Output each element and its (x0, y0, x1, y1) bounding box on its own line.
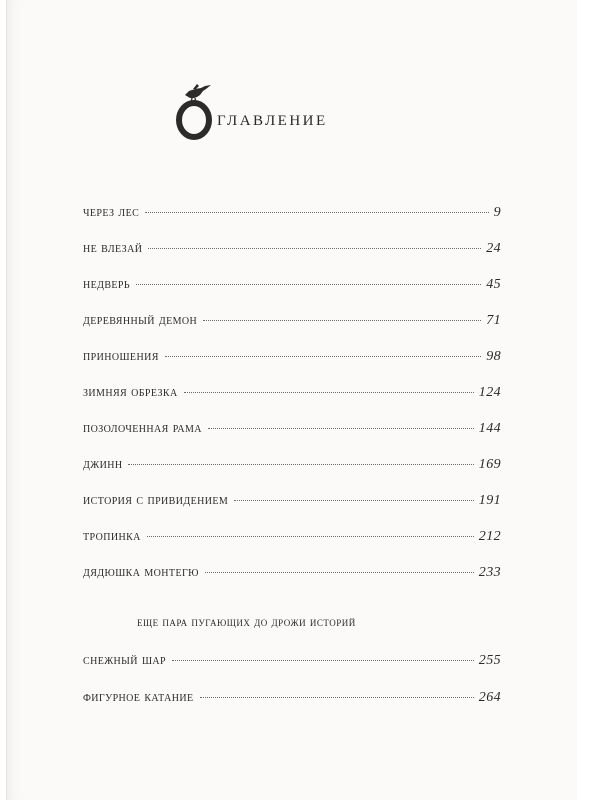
entry-page-number: 191 (478, 493, 501, 508)
dot-leader (136, 284, 481, 285)
toc-entry[interactable] (83, 689, 501, 711)
dot-leader (234, 500, 474, 501)
dot-leader (208, 428, 474, 429)
dot-leader (200, 697, 474, 698)
entry-title: история с привидением (83, 492, 229, 508)
dot-leader (165, 356, 481, 357)
toc-entry[interactable] (83, 204, 501, 226)
toc-entry[interactable] (83, 240, 501, 262)
entry-page-number: 24 (486, 241, 501, 256)
dot-leader (205, 572, 474, 573)
entry-page-number: 144 (478, 421, 501, 436)
toc-entry[interactable] (83, 564, 501, 586)
entry-page-number: 169 (478, 457, 501, 472)
dot-leader (184, 392, 474, 393)
entry-page-number: 233 (478, 565, 501, 580)
dot-leader (147, 536, 474, 537)
entry-title: приношения (83, 348, 159, 364)
entry-page-number: 212 (478, 529, 501, 544)
entry-title: дядюшка монтегю (83, 564, 199, 580)
entry-page-number: 98 (486, 349, 501, 364)
entry-title: тропинка (83, 528, 141, 544)
entry-title: через лес (83, 204, 140, 220)
section-heading: еще пара пугающих до дрожи историй (137, 614, 356, 629)
entry-title: зимняя обрезка (83, 384, 178, 400)
entry-title: недверь (83, 276, 131, 292)
toc-entry[interactable] (83, 456, 501, 478)
raven-drop-cap-icon (175, 82, 223, 140)
page-title (175, 62, 435, 142)
entry-page-number: 264 (478, 690, 501, 705)
toc-entry[interactable] (83, 652, 501, 674)
entry-page-number: 9 (493, 205, 501, 220)
dot-leader (128, 464, 473, 465)
entry-page-number: 45 (486, 277, 501, 292)
dot-leader (172, 660, 474, 661)
dot-leader (145, 212, 488, 213)
toc-entry[interactable] (83, 348, 501, 370)
toc-entry[interactable] (83, 528, 501, 550)
toc-entry[interactable] (83, 276, 501, 298)
toc-entry[interactable] (83, 420, 501, 442)
entry-page-number: 255 (478, 653, 501, 668)
entry-title: деревянный демон (83, 312, 198, 328)
dot-leader (148, 248, 481, 249)
toc-entry[interactable] (83, 492, 501, 514)
title-text: главление (217, 105, 328, 130)
entry-title: фигурное катание (83, 689, 194, 705)
toc-entry[interactable] (83, 384, 501, 406)
entry-title: снежный шар (83, 652, 167, 668)
entry-page-number: 124 (478, 385, 501, 400)
book-page (6, 0, 577, 800)
entry-title: джинн (83, 456, 123, 472)
dot-leader (203, 320, 481, 321)
toc-entry[interactable] (83, 312, 501, 334)
entry-title: не влезай (83, 240, 143, 256)
entry-title: позолоченная рама (83, 420, 202, 436)
entry-page-number: 71 (486, 313, 501, 328)
